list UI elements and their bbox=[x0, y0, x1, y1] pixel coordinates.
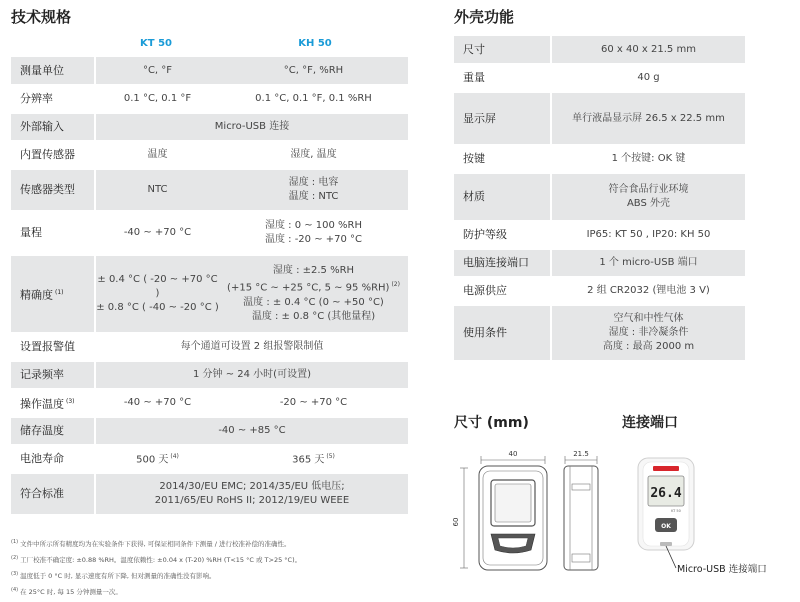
housing-value bbox=[551, 305, 745, 361]
housing-label: 显示屏 bbox=[454, 92, 551, 145]
spec-title: 技术规格 bbox=[11, 8, 72, 26]
housing-label: 电源供应 bbox=[454, 277, 551, 305]
footnote-text: 工厂校准不确定度: ±0.88 %RH。温度依赖性: ±0.04 x (T-20) %RH (T<15 °C 或 T>25 °C)。 bbox=[20, 556, 302, 565]
standards-line: 2014/30/EU EMC; 2014/35/EU 低电压; bbox=[159, 481, 345, 492]
housing-row-size bbox=[454, 36, 745, 64]
port-callout-label: Micro-USB 连接端口 bbox=[677, 564, 767, 575]
spec-row-operating-temp bbox=[11, 389, 408, 417]
kh-line-text: (+15 °C ~ +25 °C, 5 ~ 95 %RH) bbox=[227, 282, 390, 294]
dimensions-title: 尺寸 (mm) bbox=[454, 415, 529, 431]
footnote-mark: (1) bbox=[11, 539, 19, 545]
footnote-mark: (1) bbox=[55, 288, 64, 296]
spec-row-unit bbox=[11, 57, 408, 85]
spec-label bbox=[11, 255, 95, 333]
housing-row-display bbox=[454, 92, 745, 145]
kh-value bbox=[219, 169, 408, 211]
spec-row-storage-temp bbox=[11, 417, 408, 445]
shared-value: 每个通道可设置 2 组报警限制值 bbox=[95, 333, 408, 361]
kh-value: °C, °F, %RH bbox=[219, 57, 408, 85]
model-label: KT 50 bbox=[671, 509, 681, 513]
kt-value: NTC bbox=[95, 169, 219, 211]
housing-value: 1 个 micro-USB 端口 bbox=[551, 249, 745, 277]
width-dimension-label: 40 bbox=[508, 450, 518, 458]
housing-row-weight bbox=[454, 64, 745, 92]
kt-line: ± 0.8 °C ( -40 ~ -20 °C ) bbox=[96, 302, 219, 313]
kh-value bbox=[219, 445, 408, 473]
housing-label: 使用条件 bbox=[454, 305, 551, 361]
spec-row-internal-sensor bbox=[11, 141, 408, 169]
shared-value bbox=[95, 473, 408, 515]
housing-line: 符合食品行业环境 bbox=[608, 184, 689, 195]
kh-line: 温度 : ± 0.8 °C (其他量程) bbox=[251, 310, 376, 322]
kh-text: 365 天 bbox=[292, 454, 325, 466]
spec-label: 电池寿命 bbox=[11, 445, 95, 473]
kh-line: 湿度 : 0 ~ 100 %RH bbox=[264, 220, 363, 231]
brand-badge bbox=[653, 466, 679, 471]
spec-label: 内置传感器 bbox=[11, 141, 95, 169]
housing-row-power bbox=[454, 277, 745, 305]
spec-label: 传感器类型 bbox=[11, 169, 95, 211]
spec-row-battery bbox=[11, 445, 408, 473]
kh-value: -20 ~ +70 °C bbox=[219, 389, 408, 417]
spec-row-resolution bbox=[11, 85, 408, 113]
spec-row-input bbox=[11, 113, 408, 141]
kh-value: 0.1 °C, 0.1 °F, 0.1 %RH bbox=[219, 85, 408, 113]
housing-table bbox=[454, 36, 745, 362]
kh-line: 湿度 : ±2.5 %RH bbox=[272, 265, 355, 277]
footnote-mark: (4) bbox=[170, 453, 179, 461]
housing-value: 40 g bbox=[551, 64, 745, 92]
spec-row-alarm bbox=[11, 333, 408, 361]
housing-value: 2 组 CR2032 (锂电池 3 V) bbox=[551, 277, 745, 305]
kh-value bbox=[219, 211, 408, 255]
spec-label: 外部输入 bbox=[11, 113, 95, 141]
housing-row-conditions bbox=[454, 305, 745, 361]
kt-value: -40 ~ +70 °C bbox=[95, 211, 219, 255]
housing-label: 防护等级 bbox=[454, 221, 551, 249]
footnote-mark: (5) bbox=[326, 453, 335, 461]
housing-label: 尺寸 bbox=[454, 36, 551, 64]
kh-line: 温度 : NTC bbox=[288, 191, 339, 202]
housing-line: 高度 : 最高 2000 m bbox=[602, 341, 695, 352]
shared-value: Micro-USB 连接 bbox=[95, 113, 408, 141]
housing-label: 电脑连接端口 bbox=[454, 249, 551, 277]
spec-row-standards bbox=[11, 473, 408, 515]
side-view bbox=[564, 466, 598, 570]
footnote-text: 温度低于 0 °C 时, 显示速度有所下降, 但对测量的准确性没有影响。 bbox=[20, 572, 216, 581]
kt-value: -40 ~ +70 °C bbox=[95, 389, 219, 417]
housing-row-material bbox=[454, 173, 745, 221]
footnote-text: 文件中所示所有精度均为在实验条件下获得, 可保证相同条件下测量 / 进行校准补偿的准确性。 bbox=[20, 540, 291, 549]
kh-line: 湿度 : 电容 bbox=[288, 177, 339, 188]
footnote-text: 在 25°C 时, 每 15 分钟测量一次。 bbox=[20, 588, 122, 597]
spec-table bbox=[11, 57, 408, 516]
housing-value: IP65: KT 50 , IP20: KH 50 bbox=[551, 221, 745, 249]
dimension-drawing bbox=[446, 444, 606, 584]
housing-row-keys bbox=[454, 145, 745, 173]
housing-line: 空气和中性气体 bbox=[613, 313, 684, 324]
kh-line: 温度 : ± 0.4 °C (0 ~ +50 °C) bbox=[243, 296, 384, 308]
housing-line: ABS 外壳 bbox=[626, 198, 671, 209]
spec-row-accuracy bbox=[11, 255, 408, 333]
lcd-reading: 26.4 bbox=[650, 486, 682, 501]
column-header-kt50: KT 50 bbox=[140, 38, 172, 49]
spec-row-sensor-type bbox=[11, 169, 408, 211]
spec-label: 测量单位 bbox=[11, 57, 95, 85]
spec-label: 储存温度 bbox=[11, 417, 95, 445]
standards-line: 2011/65/EU RoHS II; 2012/19/EU WEEE bbox=[154, 495, 350, 506]
kt-value: 0.1 °C, 0.1 °F bbox=[95, 85, 219, 113]
spec-label-text: 操作温度 bbox=[20, 397, 64, 411]
housing-row-pc-port bbox=[454, 249, 745, 277]
kt-line: ± 0.4 °C ( -20 ~ +70 °C ) bbox=[97, 274, 218, 299]
kt-text: 500 天 bbox=[136, 454, 169, 466]
housing-value: 60 x 40 x 21.5 mm bbox=[551, 36, 745, 64]
kt-value bbox=[95, 445, 219, 473]
housing-label: 材质 bbox=[454, 173, 551, 221]
spec-row-range bbox=[11, 211, 408, 255]
kh-value: 湿度, 温度 bbox=[219, 141, 408, 169]
kt-value: °C, °F bbox=[95, 57, 219, 85]
kh-line bbox=[219, 278, 408, 295]
footnote bbox=[11, 538, 291, 548]
spec-label: 符合标准 bbox=[11, 473, 95, 515]
spec-row-interval bbox=[11, 361, 408, 389]
depth-dimension-label: 21.5 bbox=[573, 450, 589, 458]
kh-line: 温度 : -20 ~ +70 °C bbox=[264, 234, 363, 245]
footnote bbox=[11, 554, 301, 564]
ok-key-label: OK bbox=[661, 523, 671, 530]
footnote-mark: (3) bbox=[11, 571, 19, 577]
front-view bbox=[479, 466, 547, 570]
spec-label bbox=[11, 389, 95, 417]
spec-label: 分辨率 bbox=[11, 85, 95, 113]
kt-value bbox=[95, 255, 219, 333]
housing-row-protection bbox=[454, 221, 745, 249]
shared-value: -40 ~ +85 °C bbox=[95, 417, 408, 445]
housing-label: 按键 bbox=[454, 145, 551, 173]
housing-value: 1 个按键: OK 键 bbox=[551, 145, 745, 173]
kh-value bbox=[219, 255, 408, 333]
housing-line: 湿度 : 非冷凝条件 bbox=[608, 327, 689, 338]
footnote-mark: (3) bbox=[66, 397, 75, 405]
footnote-mark: (2) bbox=[11, 555, 19, 561]
footnote-mark: (4) bbox=[11, 587, 19, 593]
housing-value: 单行液晶显示屏 26.5 x 22.5 mm bbox=[551, 92, 745, 145]
height-dimension-label: 60 bbox=[452, 517, 460, 527]
kt-value: 温度 bbox=[95, 141, 219, 169]
spec-label: 设置报警值 bbox=[11, 333, 95, 361]
housing-value bbox=[551, 173, 745, 221]
spec-label-text: 精确度 bbox=[20, 288, 53, 302]
footnote-mark: (2) bbox=[391, 281, 400, 289]
device-illustration bbox=[636, 456, 696, 554]
column-header-kh50: KH 50 bbox=[298, 38, 332, 49]
spec-label: 量程 bbox=[11, 211, 95, 255]
shared-value: 1 分钟 ~ 24 小时(可设置) bbox=[95, 361, 408, 389]
housing-title: 外壳功能 bbox=[454, 8, 515, 26]
footnote bbox=[11, 586, 122, 596]
footnote bbox=[11, 570, 215, 580]
connection-title: 连接端口 bbox=[622, 415, 678, 431]
spec-label: 记录频率 bbox=[11, 361, 95, 389]
housing-label: 重量 bbox=[454, 64, 551, 92]
